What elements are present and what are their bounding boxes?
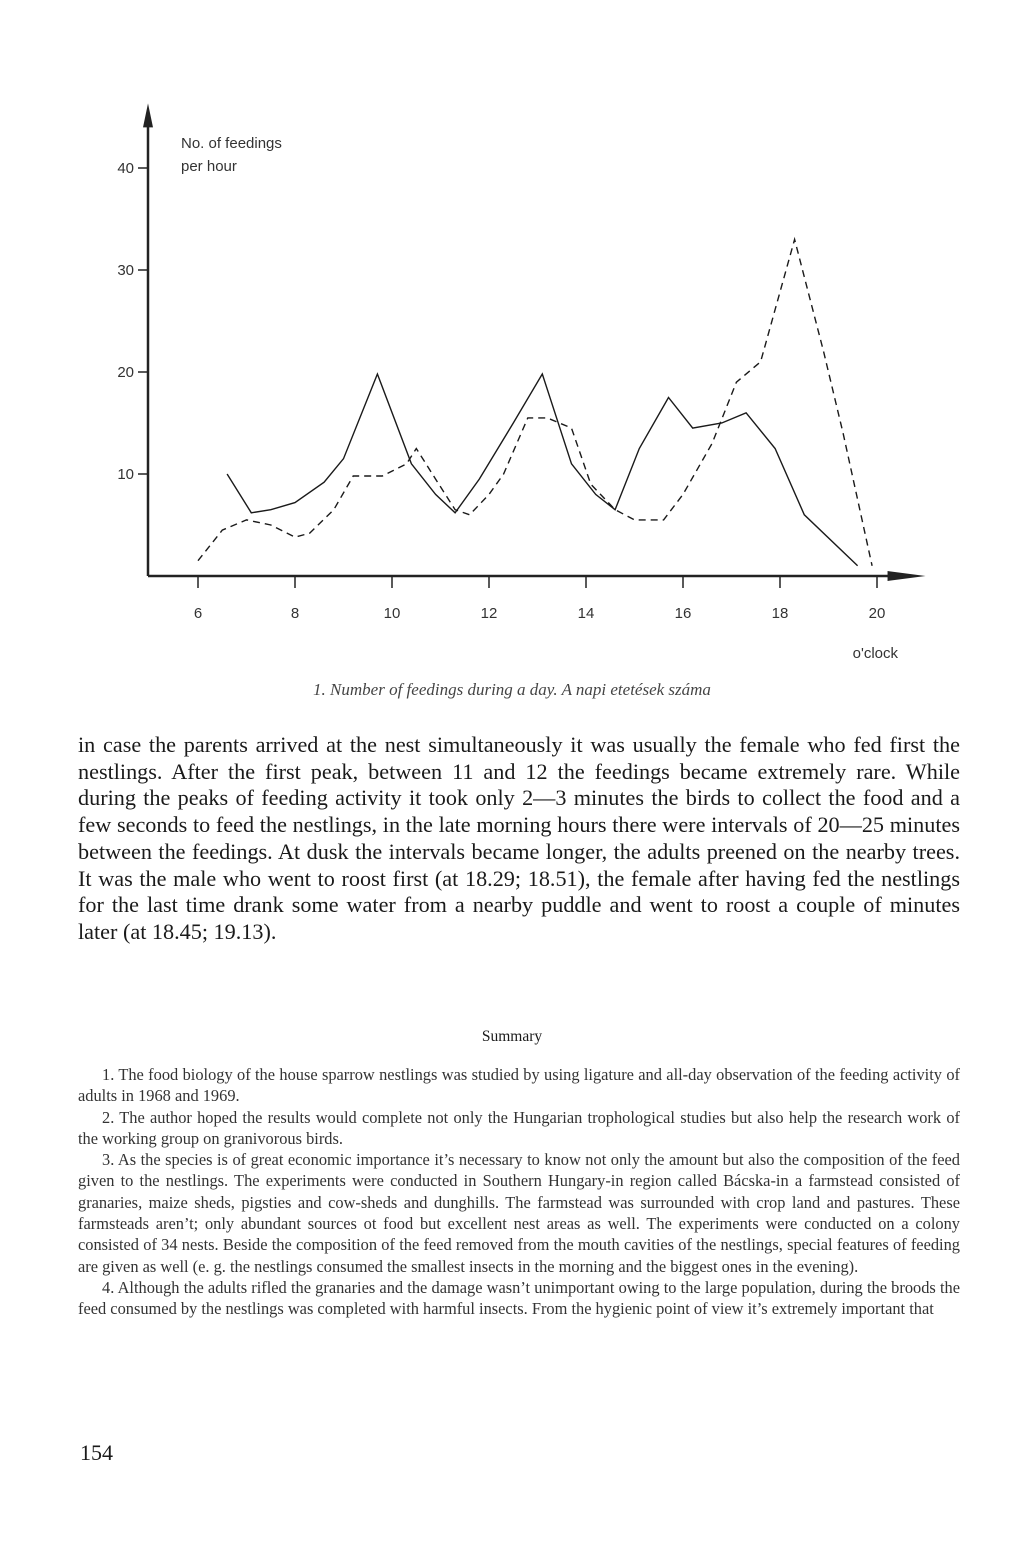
x-tick-label: 8 <box>290 605 300 622</box>
figure-caption: 1. Number of feedings during a day. A napi etetések száma <box>313 680 711 699</box>
chart-axes <box>143 103 926 581</box>
page-number: 154 <box>80 1440 113 1465</box>
summary-heading: Summary <box>481 1028 543 1045</box>
summary-item: 1. The food biology of the house sparrow nestlings was studied by using ligature and all-day observation of the feeding activity of adults in 1968 and 1969. <box>78 1065 960 1106</box>
series-line-dashed <box>198 239 872 565</box>
y-tick-label: 20 <box>117 364 134 381</box>
summary-item: 3. As the species is of great economic importance it’s necessary to know not only the amount but also the composition of the feed given to the nestlings. The experiments were conducted in Southern Hungary-in region called Bácska-in a farmstead consisted of granaries, maize sheds, pigsties and cow-sheds and dunghills. The farmstead was surrounded with crop land and pastures. These farmsteads aren’t; only abundant sources ot food but excellent nest areas as well. The experiments were conducted on a colony consisted of 34 nests. Beside the composition of the feed removed from the mouth cavities of the nestlings, special features of feeding are given as well (e. g. the nestlings consumed the smallest insects in the morning and the biggest ones in the evening). <box>78 1150 960 1276</box>
x-axis-label: o'clock <box>852 645 898 660</box>
chart-series <box>198 239 872 565</box>
series-line-solid <box>227 374 858 566</box>
x-tick-label: 18 <box>771 605 789 622</box>
y-tick-label: 10 <box>117 466 134 483</box>
x-tick-label: 14 <box>577 605 595 622</box>
summary-item: 4. Although the adults rifled the granaries and the damage wasn’t unimportant owing to the large population, during the broods the feed consumed by the nestlings was completed with harmful insects. From the hygienic point of view it’s extremely important that <box>78 1277 960 1319</box>
chart-ticks <box>117 160 885 622</box>
x-tick-label: 10 <box>383 605 401 622</box>
x-tick-label: 12 <box>480 605 498 622</box>
y-axis-label-line-2: per hour <box>181 158 237 175</box>
y-axis-label-line-1: No. of feedings <box>181 135 282 152</box>
body-paragraph: in case the parents arrived at the nest simultaneously it was usually the female who fed first the nestlings. After the first peak, between 11 and 12 the feedings became extremely rare. While during the peaks of feeding activity it took only 2—3 minutes the birds to collect the food and a few seconds to feed the nestlings, in the late morning hours there were intervals of 20—25 minutes between the feedings. At dusk the intervals became longer, the adults preened on the nearby trees. It was the male who went to roost first (at 18.29; 18.51), the female after having fed the nestlings for the last time drank some water from a nearby puddle and went to roost a couple of minutes later (at 18.45; 19.13). <box>78 732 960 944</box>
x-axis-arrow <box>888 571 926 581</box>
x-tick-label: 16 <box>674 605 692 622</box>
x-tick-label: 6 <box>193 605 203 622</box>
y-tick-label: 30 <box>117 262 134 279</box>
y-tick-label: 40 <box>117 160 134 177</box>
feedings-chart <box>0 0 1024 660</box>
x-tick-label: 20 <box>868 605 886 622</box>
summary-section <box>78 1064 960 1320</box>
summary-item: 2. The author hoped the results would complete not only the Hungarian trophological studies but also help the research work of the working group on granivorous birds. <box>78 1107 960 1148</box>
y-axis-arrow <box>143 103 153 127</box>
